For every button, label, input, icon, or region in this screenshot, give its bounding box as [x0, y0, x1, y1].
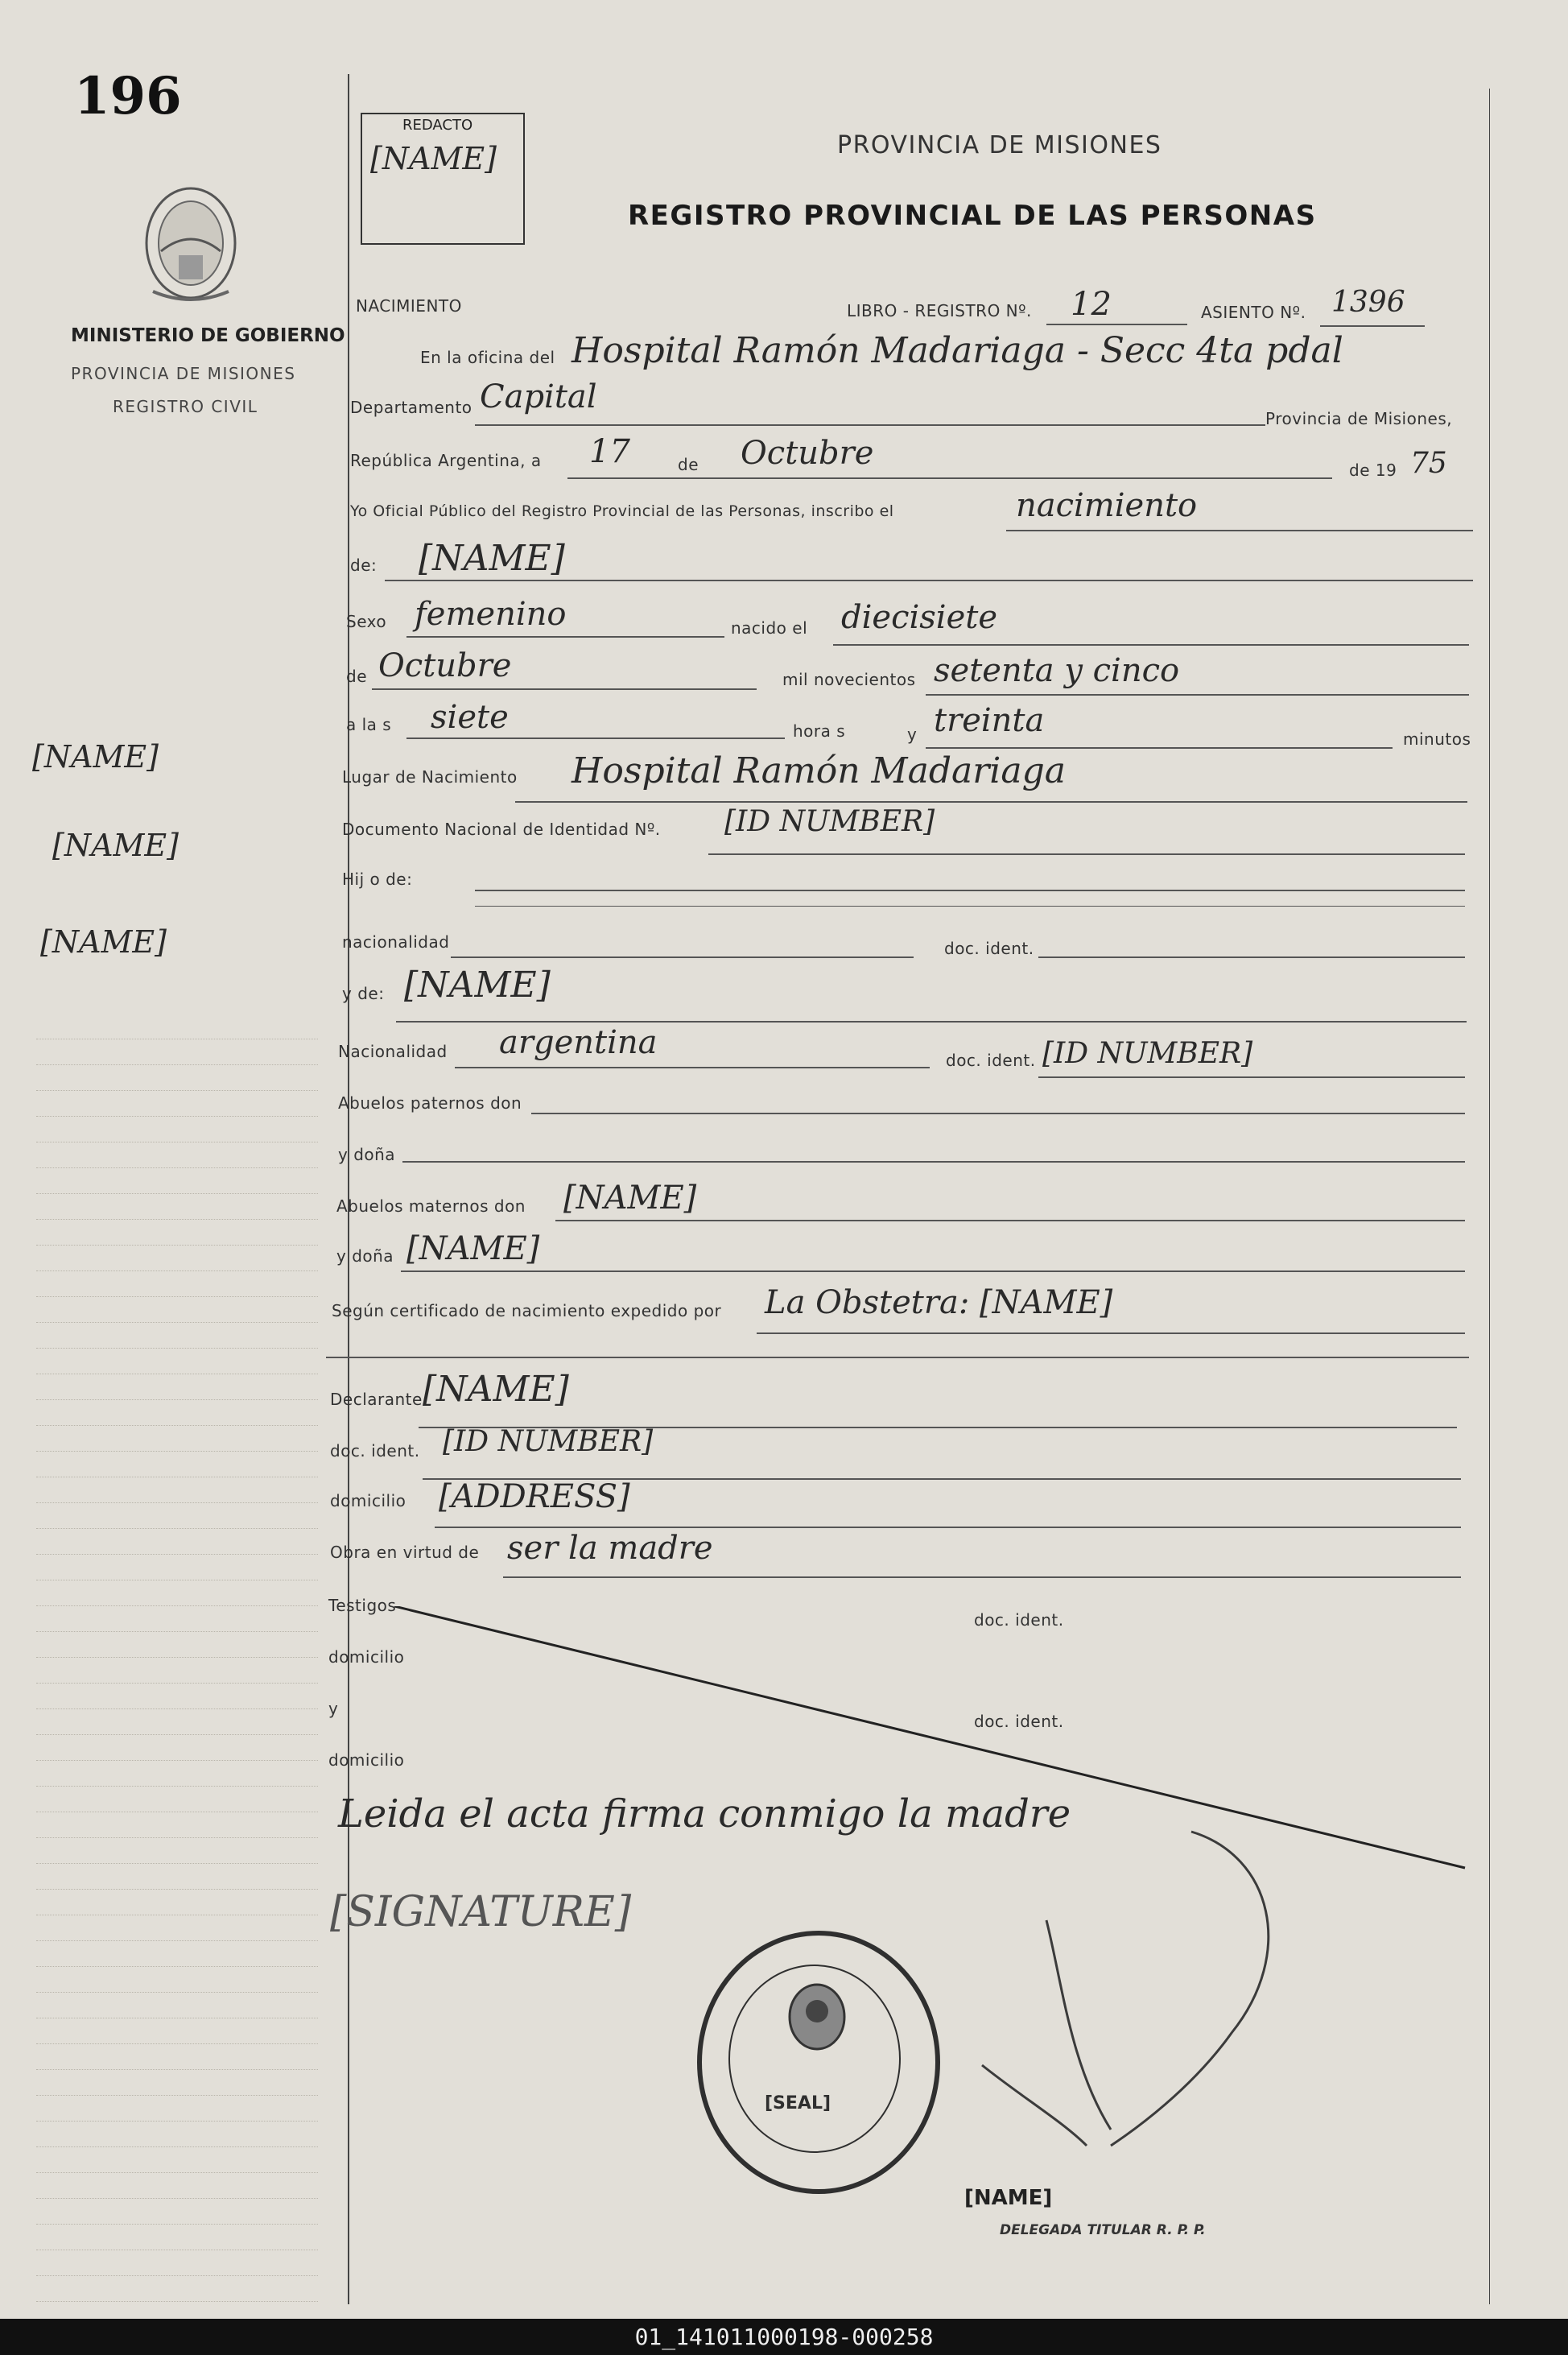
- right-border: [1489, 89, 1490, 2304]
- libro-label: LIBRO - REGISTRO Nº.: [847, 301, 1032, 320]
- oficina-value: Hospital Ramón Madariaga - Secc 4ta pdal: [571, 330, 1343, 371]
- obra-label: Obra en virtud de: [330, 1543, 480, 1562]
- domicilio2-label: domicilio: [328, 1647, 405, 1667]
- margin-ruled-line: [36, 1219, 318, 1220]
- anio-value: 75: [1410, 447, 1447, 480]
- margin-ruled-line: [36, 1889, 318, 1890]
- coat-of-arms-icon: [137, 179, 246, 308]
- page-number: 196: [74, 66, 182, 126]
- departamento-label: Departamento: [350, 398, 472, 417]
- nacido-rule: [833, 644, 1469, 646]
- margin-ruled-line: [36, 1090, 318, 1091]
- libro-value: 12: [1071, 286, 1112, 323]
- lugar-rule: [515, 801, 1467, 803]
- ydona-rule: [402, 1161, 1465, 1163]
- domicilio-label: domicilio: [330, 1491, 406, 1510]
- sexo-value: femenino: [415, 596, 567, 633]
- libro-rule: [1046, 324, 1187, 325]
- margin-ruled-line: [36, 1502, 318, 1503]
- footer-code: 01_141011000198-000258: [0, 2319, 1568, 2355]
- docident3-value: [ID NUMBER]: [443, 1425, 654, 1458]
- mil-value: setenta y cinco: [934, 652, 1180, 689]
- docident3-label: doc. ident.: [330, 1441, 420, 1461]
- margin-ruled-line: [36, 1167, 318, 1168]
- docident2-rule: [1038, 1076, 1465, 1078]
- asiento-label: ASIENTO Nº.: [1201, 303, 1306, 322]
- oficial-value: nacimiento: [1016, 487, 1198, 524]
- margin-ruled-line: [36, 1708, 318, 1709]
- margin-ruled-line: [36, 1605, 318, 1606]
- domicilio3-label: domicilio: [328, 1750, 405, 1770]
- sexo-label: Sexo: [346, 612, 387, 631]
- margin-ruled-line: [36, 2043, 318, 2044]
- left-border: [348, 74, 349, 2304]
- civil-registry-label: REGISTRO CIVIL: [113, 397, 258, 416]
- hijo-label: Hij o de:: [342, 870, 413, 889]
- margin-ruled-line: [36, 2301, 318, 2302]
- official-title: DELEGADA TITULAR R. P. P.: [1000, 2222, 1206, 2238]
- republica-label: República Argentina, a: [350, 451, 542, 470]
- margin-ruled-line: [36, 1683, 318, 1684]
- ydona-label: y doña: [338, 1145, 396, 1164]
- nacionalidad2-value: argentina: [499, 1024, 658, 1061]
- sexo-rule: [406, 636, 724, 638]
- segun-value: La Obstetra: [NAME]: [765, 1284, 1113, 1321]
- margin-ruled-line: [36, 2146, 318, 2147]
- de3-label: de: [346, 667, 367, 686]
- margin-ruled-line: [36, 1657, 318, 1658]
- nacionalidad-label: nacionalidad: [342, 932, 450, 952]
- margin-ruled-line: [36, 1837, 318, 1838]
- margin-ruled-line: [36, 1786, 318, 1787]
- oficial-label: Yo Oficial Público del Registro Provincial de las Personas, inscribo el: [350, 502, 894, 520]
- de2-label: de 19: [1349, 461, 1397, 480]
- seal-emblem-icon: [785, 1981, 849, 2053]
- margin-ruled-line: [36, 1270, 318, 1271]
- margin-ruled-line: [36, 1322, 318, 1323]
- nombre-value: [NAME]: [419, 538, 565, 579]
- oficina-label: En la oficina del: [420, 348, 555, 367]
- docident2-value: [ID NUMBER]: [1042, 1037, 1253, 1070]
- testigos-label: Testigos: [328, 1596, 397, 1615]
- mes-value: Octubre: [741, 435, 874, 472]
- margin-ruled-line: [36, 2198, 318, 2199]
- provincia-label: Provincia de Misiones,: [1265, 409, 1453, 428]
- ydona2-value: [NAME]: [406, 1230, 540, 1267]
- nacido-value: diecisiete: [841, 599, 998, 636]
- margin-ruled-line: [36, 1528, 318, 1529]
- dni-label: Documento Nacional de Identidad Nº.: [342, 820, 661, 839]
- lugar-label: Lugar de Nacimiento: [342, 767, 518, 787]
- ydona2-rule: [401, 1270, 1465, 1272]
- docident5-label: doc. ident.: [974, 1712, 1064, 1731]
- ab-mat-value: [NAME]: [563, 1180, 697, 1217]
- hijo-rule-1: [475, 890, 1465, 891]
- docident-rule: [1038, 956, 1465, 958]
- ministry-label: MINISTERIO DE GOBIERNO: [71, 325, 345, 346]
- docident2-label: doc. ident.: [946, 1051, 1036, 1070]
- margin-ruled-line: [36, 1760, 318, 1761]
- ydona2-label: y doña: [336, 1246, 394, 1266]
- segun-label: Según certificado de nacimiento expedido por: [332, 1301, 722, 1320]
- mes-rule: [567, 477, 1332, 479]
- ab-pat-rule: [531, 1113, 1465, 1114]
- nombre-rule: [385, 580, 1473, 581]
- docident-label: doc. ident.: [944, 939, 1034, 958]
- segun-rule: [757, 1332, 1465, 1334]
- ministry-province-label: PROVINCIA DE MISIONES: [71, 364, 296, 383]
- margin-ruled-line: [36, 1940, 318, 1941]
- mil-rule: [926, 694, 1469, 696]
- nacionalidad-rule: [451, 956, 914, 958]
- margin-ruled-line: [36, 1399, 318, 1400]
- margin-ruled-line: [36, 1631, 318, 1632]
- oficial-rule: [1006, 530, 1473, 531]
- hora-label: hora s: [793, 721, 846, 741]
- margin-ruled-line: [36, 1296, 318, 1297]
- leida-value: Leida el acta firma conmigo la madre: [338, 1791, 1071, 1836]
- yde-label: y de:: [342, 984, 385, 1003]
- departamento-value: Capital: [480, 378, 597, 415]
- province-title: PROVINCIA DE MISIONES: [837, 131, 1162, 159]
- signature: [950, 1824, 1320, 2162]
- ab-pat-label: Abuelos paternos don: [338, 1093, 522, 1113]
- margin-ruled-line: [36, 1193, 318, 1194]
- declarante-value: [NAME]: [423, 1369, 569, 1410]
- nacido-label: nacido el: [731, 618, 808, 638]
- seal-text: [SEAL]: [765, 2093, 831, 2113]
- official-name: [NAME]: [964, 2186, 1053, 2210]
- dni-rule: [708, 853, 1465, 855]
- margin-ruled-line: [36, 2095, 318, 2096]
- mil-label: mil novecientos: [782, 670, 916, 689]
- section-divider: [326, 1357, 1469, 1358]
- domicilio-rule: [435, 1527, 1461, 1528]
- dni-value: [ID NUMBER]: [724, 805, 935, 838]
- obra-value: ser la madre: [507, 1530, 713, 1567]
- margin-ruled-line: [36, 1116, 318, 1117]
- madre-rule: [396, 1021, 1467, 1023]
- departamento-rule: [475, 424, 1265, 426]
- hijo-rule-2: [475, 906, 1465, 907]
- minutos-label: minutos: [1403, 729, 1471, 749]
- redacto-name: [NAME]: [370, 141, 497, 176]
- obra-rule: [503, 1576, 1461, 1578]
- margin-ruled-line: [36, 2121, 318, 2122]
- registry-title: REGISTRO PROVINCIAL DE LAS PERSONAS: [628, 200, 1317, 232]
- nacionalidad2-label: Nacionalidad: [338, 1042, 448, 1061]
- de-label: de:: [350, 556, 378, 575]
- margin-ruled-line: [36, 1451, 318, 1452]
- ab-mat-label: Abuelos maternos don: [336, 1196, 526, 1216]
- docident4-label: doc. ident.: [974, 1610, 1064, 1630]
- alas-value: siete: [431, 699, 509, 736]
- margin-ruled-line: [36, 1992, 318, 1993]
- declarante-label: Declarante: [330, 1390, 423, 1409]
- dia-value: 17: [589, 433, 630, 470]
- margin-ruled-line: [36, 2224, 318, 2225]
- madre-value: [NAME]: [404, 965, 551, 1006]
- margin-ruled-line: [36, 2275, 318, 2276]
- margin-ruled-line: [36, 1064, 318, 1065]
- de3-rule: [372, 688, 757, 690]
- de3-value: Octubre: [378, 647, 512, 684]
- margin-ruled-line: [36, 1734, 318, 1735]
- minutos-value: treinta: [934, 702, 1045, 739]
- redacto-label: REDACTO: [402, 117, 473, 134]
- nacionalidad2-rule: [455, 1067, 930, 1068]
- domicilio-value: [ADDRESS]: [439, 1478, 630, 1515]
- margin-note-line-1: [NAME]: [32, 739, 159, 775]
- ab-mat-rule: [555, 1220, 1465, 1221]
- margin-ruled-line: [36, 1966, 318, 1967]
- margin-note-line-3: [NAME]: [40, 924, 167, 960]
- lugar-value: Hospital Ramón Madariaga: [571, 750, 1066, 791]
- margin-note-line-2: [NAME]: [52, 828, 179, 863]
- y2-label: y: [328, 1699, 339, 1718]
- margin-ruled-line: [36, 1554, 318, 1555]
- asiento-rule: [1320, 325, 1425, 327]
- y-label: y: [907, 725, 918, 744]
- margin-ruled-line: [36, 1863, 318, 1864]
- margin-ruled-line: [36, 1245, 318, 1246]
- asiento-value: 1396: [1331, 286, 1405, 319]
- minutos-rule: [926, 747, 1393, 749]
- margin-ruled-line: [36, 1425, 318, 1426]
- de1-label: de: [678, 455, 699, 474]
- firma-madre: [SIGNATURE]: [330, 1888, 632, 1936]
- record-type: NACIMIENTO: [356, 296, 462, 316]
- margin-ruled-line: [36, 2172, 318, 2173]
- margin-ruled-line: [36, 1348, 318, 1349]
- alas-rule: [406, 737, 785, 739]
- margin-ruled-line: [36, 2069, 318, 2070]
- alas-label: a la s: [346, 715, 392, 734]
